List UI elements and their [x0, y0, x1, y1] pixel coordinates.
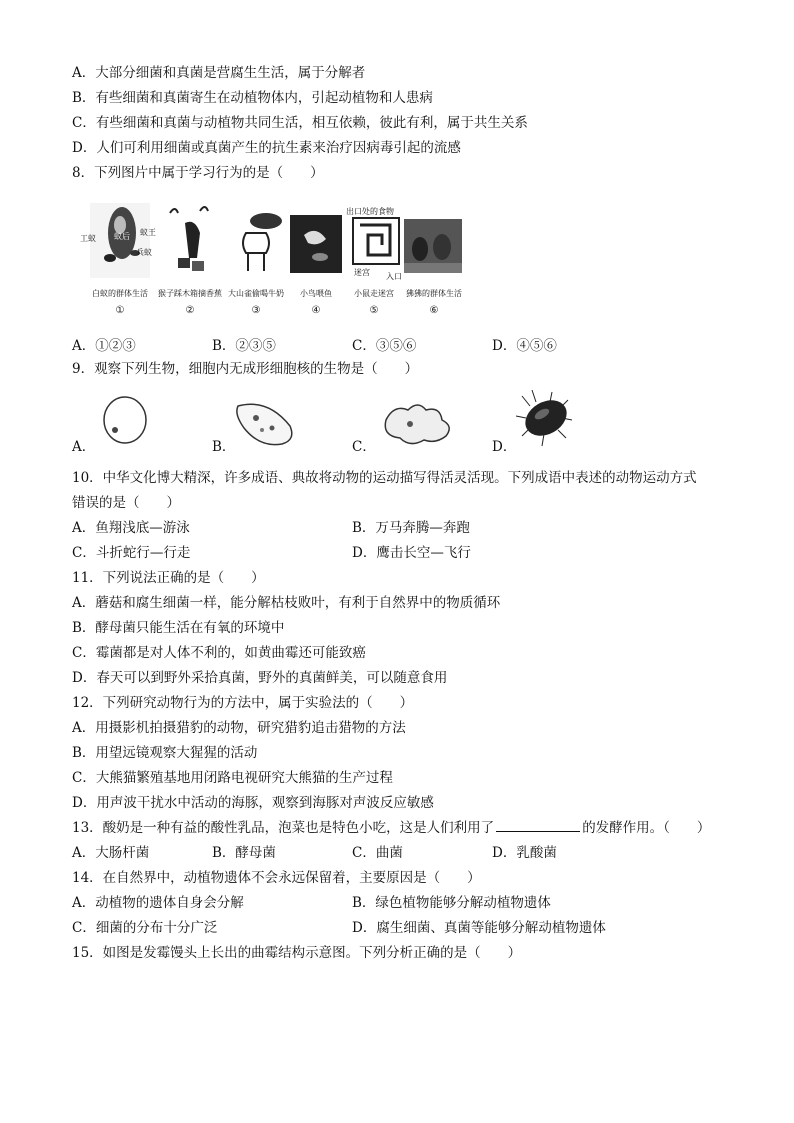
q13-stem [72, 819, 710, 837]
q12-option-a: A．用摄影机拍摄猎豹的动物，研究猎豹追击猎物的方法 [72, 720, 406, 736]
q9-stem: 9．观察下列生物，细胞内无成形细胞核的生物是（ ） [72, 361, 419, 377]
q7-option-d: D．人们可利用细菌或真菌产生的抗生素来治疗因病毒引起的流感 [72, 140, 461, 156]
tit-milk-figure [226, 203, 286, 278]
figure-caption-6: 狒狒的群体生活 [406, 289, 462, 298]
q8-option-b: B．②③⑤ [212, 338, 276, 354]
q9-option-b: B． [212, 439, 236, 455]
q12-option-c: C．大熊猫繁殖基地用闭路电视研究大熊猫的生产过程 [72, 770, 393, 786]
q10-option-a: A．鱼翔浅底—游泳 [72, 520, 190, 536]
figure-caption-2: 猴子踩木箱摘香蕉 [158, 289, 222, 298]
monkey-figure [160, 203, 220, 278]
q8-figure-row [80, 203, 468, 321]
figure-caption-3: 大山雀偷喝牛奶 [228, 289, 284, 298]
q14-option-b: B．绿色植物能够分解动植物遗体 [352, 895, 551, 911]
figure-number-1: ① [115, 305, 125, 316]
termite-label-soldier: 兵蚁 [136, 248, 152, 257]
q12-option-b: B．用望远镜观察大猩猩的活动 [72, 745, 258, 761]
q13-option-c: C．曲菌 [352, 845, 403, 861]
amoeba-image [380, 400, 456, 448]
bacterium-image [512, 386, 578, 450]
q11-option-a: A．蘑菇和腐生细菌一样，能分解枯枝败叶，有利于自然界中的物质循环 [72, 595, 501, 611]
q14-option-c: C．细菌的分布十分广泛 [72, 920, 218, 936]
termite-label-worker: 工蚁 [80, 234, 96, 243]
q12-option-d: D．用声波干扰水中活动的海豚，观察到海豚对声波反应敏感 [72, 795, 434, 811]
maze-label-exit-food: 出口处的食物 [346, 207, 394, 216]
q15-stem: 15．如图是发霉馒头上长出的曲霉结构示意图。下列分析正确的是（ ） [72, 945, 522, 961]
q13-option-b: B．酵母菌 [212, 845, 276, 861]
figure-number-6: ⑥ [429, 305, 439, 316]
q13-option-a: A．大肠杆菌 [72, 845, 150, 861]
maze-figure [352, 217, 400, 265]
q8-option-d: D．④⑤⑥ [492, 338, 557, 354]
q14-option-d: D．腐生细菌、真菌等能够分解动植物遗体 [352, 920, 606, 936]
q8-option-a: A．①②③ [72, 338, 136, 354]
q10-option-d: D．鹰击长空—飞行 [352, 545, 471, 561]
q14-stem: 14．在自然界中，动植物遗体不会永远保留着，主要原因是（ ） [72, 870, 481, 886]
q9-option-c: C． [352, 439, 376, 455]
yeast-cell-image [100, 394, 150, 446]
q13-option-d: D．乳酸菌 [492, 845, 557, 861]
q9-option-d: D． [492, 439, 517, 455]
q11-option-c: C．霉菌都是对人体不利的，如黄曲霉还可能致癌 [72, 645, 366, 661]
q8-stem: 8．下列图片中属于学习行为的是（ ） [72, 165, 324, 181]
q7-option-c: C．有些细菌和真菌与动植物共同生活，相互依赖，彼此有利，属于共生关系 [72, 115, 528, 131]
figure-caption-4: 小鸟喂鱼 [300, 289, 332, 298]
q7-option-b: B．有些细菌和真菌寄生在动植物体内，引起动植物和人患病 [72, 90, 433, 106]
bird-feeding-fish-figure [290, 215, 342, 273]
q12-stem: 12．下列研究动物行为的方法中，属于实验法的（ ） [72, 695, 414, 711]
figure-number-4: ④ [311, 305, 321, 316]
q8-option-c: C．③⑤⑥ [352, 338, 417, 354]
figure-number-5: ⑤ [369, 305, 379, 316]
figure-caption-5: 小鼠走迷宫 [354, 289, 394, 298]
q10-stem-line2: 错误的是（ ） [72, 495, 180, 511]
q13-stem-part1: 13．酸奶是一种有益的酸性乳品，泡菜也是特色小吃，这是人们利用了 [72, 820, 495, 836]
figure-number-3: ③ [251, 305, 261, 316]
figure-caption-1: 白蚁的群体生活 [92, 289, 148, 298]
q14-option-a: A．动植物的遗体自身会分解 [72, 895, 244, 911]
q11-stem: 11．下列说法正确的是（ ） [72, 570, 265, 586]
figure-number-2: ② [185, 305, 195, 316]
baboon-figure [404, 219, 462, 273]
paramecium-image [232, 398, 298, 448]
maze-label-entrance: 入口 [386, 272, 402, 281]
q11-option-b: B．酵母菌只能生活在有氧的环境中 [72, 620, 285, 636]
q10-option-b: B．万马奔腾—奔跑 [352, 520, 470, 536]
q9-option-a: A． [72, 439, 96, 455]
maze-label-maze: 迷宫 [354, 268, 370, 277]
q7-option-a: A．大部分细菌和真菌是营腐生生活，属于分解者 [72, 65, 366, 81]
q13-answer-blank [496, 819, 580, 832]
q11-option-d: D．春天可以到野外采拾真菌，野外的真菌鲜美，可以随意食用 [72, 670, 448, 686]
q10-option-c: C．斗折蛇行—行走 [72, 545, 191, 561]
q10-stem-line1: 10．中华文化博大精深，许多成语、典故将动物的运动描写得活灵活现。下列成语中表述的动物运动方式 [72, 470, 697, 486]
termite-label-queen: 蚁后 [114, 232, 130, 241]
q13-stem-part2: 的发酵作用。（ ） [582, 820, 711, 836]
termite-label-king: 蚁王 [140, 228, 156, 237]
